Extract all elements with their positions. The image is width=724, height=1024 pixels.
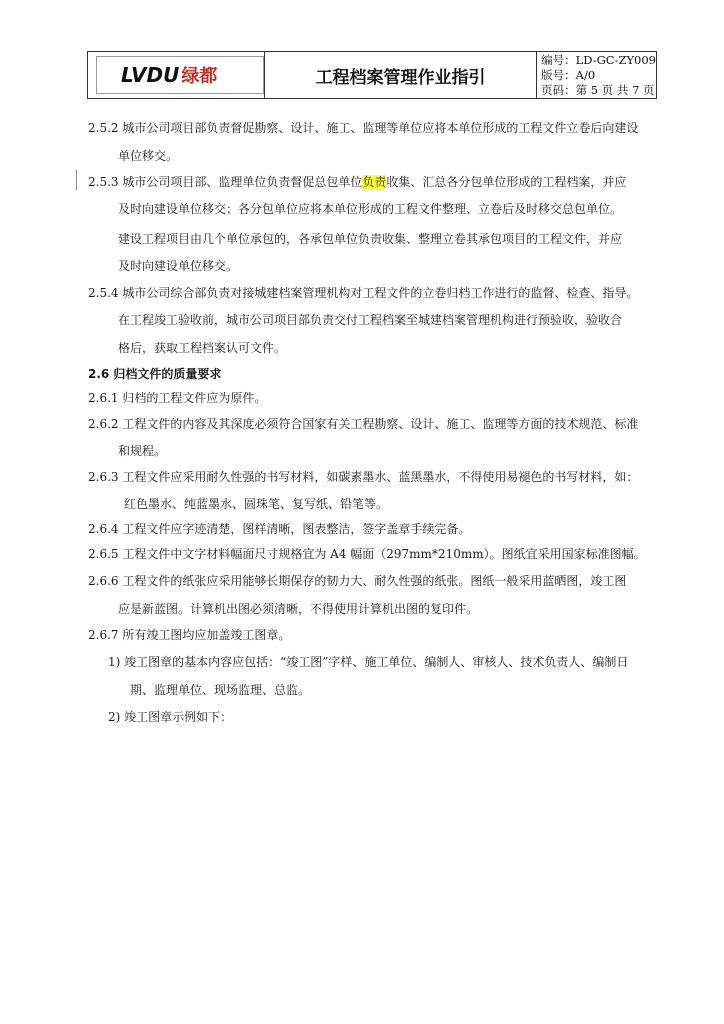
paragraph-2-5-3-line-3: 建设工程项目由几个单位承包的，各承包单位负责收集、整理立卷其承包项目的工程文件，并应: [118, 232, 623, 246]
page-number: 页码：第 5 页 共 7 页: [541, 82, 655, 97]
text-segment: 2.5.3 城市公司项目部、监理单位负责督促总包单位: [88, 175, 363, 189]
paragraph-2-6-3-line-1: 2.6.3 工程文件应采用耐久性强的书写材料，如碳素墨水、蓝黑墨水，不得使用易褪色的书写材料，如：: [88, 470, 639, 484]
section-heading-2-6: 2.6 归档文件的质量要求: [88, 367, 222, 381]
paragraph-2-5-2-line-2: 单位移交。: [118, 149, 179, 163]
paragraph-2-6-2-line-2: 和规程。: [118, 444, 167, 458]
list-item-1-line-2: 期、监理单位、现场监理、总监。: [130, 683, 311, 697]
paragraph-2-6-2-line-1: 2.6.2 工程文件的内容及其深度必须符合国家有关工程勘察、设计、施工、监理等方面的技术规范、标准: [88, 417, 639, 431]
paragraph-2-6-6-line-2: 应是新蓝图。计算机出图必须清晰，不得使用计算机出图的复印件。: [118, 602, 479, 616]
document-title: 工程档案管理作业指引: [265, 52, 537, 98]
paragraph-2-6-3-line-2: 红色墨水、纯蓝墨水、圆珠笔、复写纸、铅笔等。: [124, 497, 389, 511]
paragraph-2-5-3-line-4: 及时向建设单位移交。: [118, 259, 239, 273]
doc-version: 版号：A/0: [541, 67, 596, 82]
paragraph-2-5-4-line-1: 2.5.4 城市公司综合部负责对接城建档案管理机构对工程文件的立卷归档工作进行的监督、检查、指导。: [88, 286, 639, 300]
paragraph-2-5-3-line-2: 及时向建设单位移交；各分包单位应将本单位形成的工程文件整理、立卷后及时移交总包单位。: [118, 202, 623, 216]
paragraph-2-6-5: 2.6.5 工程文件中文字材料幅面尺寸规格宜为 A4 幅面（297mm*210mm）。图纸宜采用国家标准图幅。: [88, 547, 646, 561]
paragraph-2-6-4: 2.6.4 工程文件应字迹清楚，图样清晰，图表整洁，签字盖章手续完备。: [88, 522, 471, 536]
logo-text-en: LVDU: [121, 63, 180, 87]
list-item-2: 2) 竣工图章示例如下：: [108, 710, 233, 724]
paragraph-2-5-4-line-3: 格后，获取工程档案认可文件。: [118, 341, 287, 355]
paragraph-2-5-3-line-1: [88, 174, 626, 190]
paragraph-2-6-6-line-1: 2.6.6 工程文件的纸张应采用能够长期保存的韧力大、耐久性强的纸张。图纸一般采用蓝晒图，竣工图: [88, 574, 627, 588]
highlighted-text: 负责: [362, 175, 387, 189]
doc-number: 编号：LD-GC-ZY009: [541, 52, 656, 67]
paragraph-2-5-4-line-2: 在工程竣工验收前，城市公司项目部负责交付工程档案至城建档案管理机构进行预验收，验收合: [118, 313, 623, 327]
logo-text-cn: 绿都: [181, 66, 218, 87]
text-segment: 收集、汇总各分包单位形成的工程档案，并应: [386, 175, 627, 189]
paragraph-2-6-1: 2.6.1 归档的工程文件应为原件。: [88, 391, 267, 405]
paragraph-2-6-7: 2.6.7 所有竣工图均应加盖竣工图章。: [88, 628, 291, 642]
list-item-1-line-1: 1) 竣工图章的基本内容应包括：“竣工图”字样、施工单位、编制人、审核人、技术负责人、编制日: [108, 655, 629, 669]
paragraph-2-5-2-line-1: 2.5.2 城市公司项目部负责督促勘察、设计、施工、监理等单位应将本单位形成的工程文件立卷后向建设: [88, 121, 639, 135]
